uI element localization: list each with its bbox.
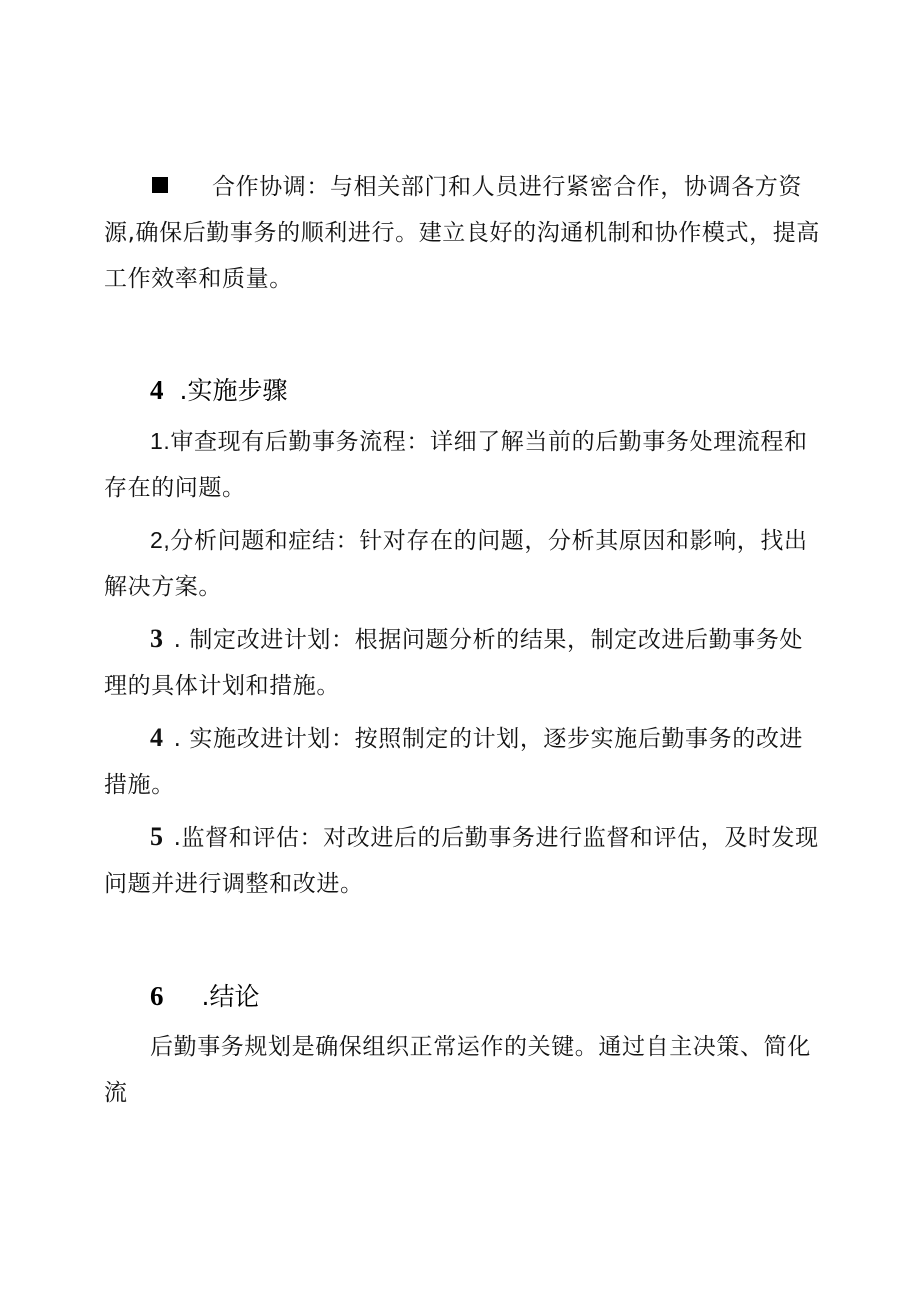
section-title: .实施步骤 xyxy=(179,376,288,405)
cooperation-paragraph xyxy=(104,164,820,302)
section-title: .结论 xyxy=(201,982,260,1011)
list-item xyxy=(104,814,820,907)
list-item xyxy=(104,616,820,709)
section-number: 4 xyxy=(150,375,164,405)
step-text: . 实施改进计划：按照制定的计划，逐步实施后勤事务的改进措施。 xyxy=(104,726,804,798)
section-number: 6 xyxy=(150,981,164,1011)
list-item xyxy=(104,418,820,511)
square-bullet-icon xyxy=(152,177,168,193)
section-heading-conclusion xyxy=(150,976,259,1017)
conclusion-paragraph: 后勤事务规划是确保组织正常运作的关键。通过自主决策、简化流 xyxy=(104,1034,811,1106)
list-item xyxy=(104,517,820,610)
step-number: 5 xyxy=(150,822,164,851)
step-text: .监督和评估：对改进后的后勤事务进行监督和评估，及时发现问题并进行调整和改进。 xyxy=(104,825,819,897)
step-number: 3 xyxy=(150,624,164,653)
section-heading-steps xyxy=(150,370,287,411)
cooperation-text: 合作协调：与相关部门和人员进行紧密合作，协调各方资源,确保后勤事务的顺利进行。建立良好的沟通机制和协作模式，提高工作效率和质量。 xyxy=(104,174,820,292)
list-item xyxy=(104,715,820,808)
step-number: 2, xyxy=(150,527,171,553)
step-number: 1. xyxy=(150,428,171,454)
step-text: 分析问题和症结：针对存在的问题，分析其原因和影响，找出解决方案。 xyxy=(104,528,808,600)
step-number: 4 xyxy=(150,723,164,752)
steps-list xyxy=(104,418,820,913)
step-text: . 制定改进计划：根据问题分析的结果，制定改进后勤事务处理的具体计划和措施。 xyxy=(104,627,804,699)
step-text: 审查现有后勤事务流程：详细了解当前的后勤事务处理流程和存在的问题。 xyxy=(104,429,808,501)
